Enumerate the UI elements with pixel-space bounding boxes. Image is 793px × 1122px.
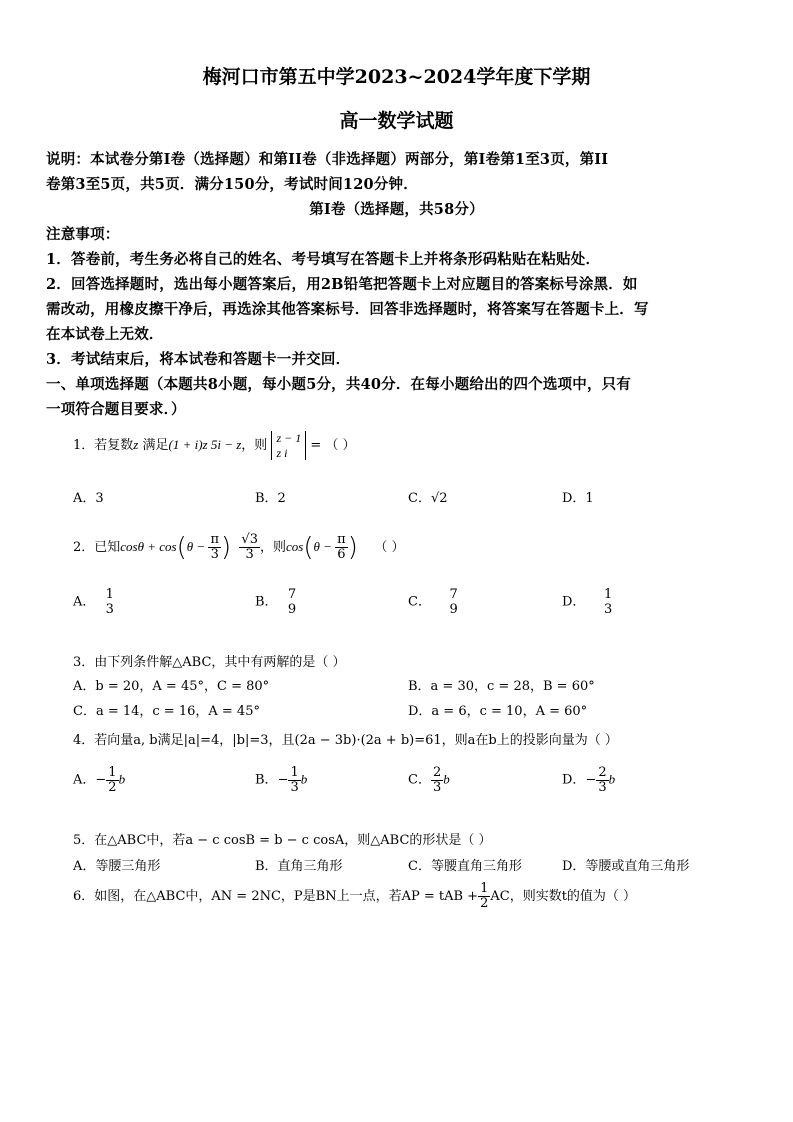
question-6-stem: 6．如图，在△ABC中，AN = 2NC，P是BN上一点，若AP = tAB + $\frac{1}{2}$ AC，则实数t的值为（ ） — [73, 881, 637, 911]
section-1-heading-a: 一、单项选择题（本题共8小题，每小题5分，共40分．在每小题给出的四个选项中，只有 — [46, 376, 632, 393]
q1-option-b: B．2 — [255, 491, 286, 506]
q2-option-d: D． $\frac{1}{3}$ — [562, 587, 613, 617]
notice-3: 3．考试结束后，将本试卷和答题卡一并交回． — [46, 351, 351, 368]
q5-option-a: A．等腰三角形 — [73, 859, 161, 874]
q5-option-b: B．直角三角形 — [255, 859, 343, 874]
q3-option-d: D．a = 6，c = 10，A = 60° — [408, 704, 588, 719]
question-2-stem: 2．已知cosθ + cos(θ − $\frac{\pi}{3}$ ) $\frac{√3}{3}$ ，则cos(θ − $\frac{\pi}{6}$ ) （ ） — [73, 532, 405, 563]
exam-title: 梅河口市第五中学2023~2024学年度下学期 — [202, 66, 591, 88]
q1-option-c: C．√2 — [408, 491, 448, 506]
q4-option-a: A．− $\frac{1}{2}$ b — [73, 765, 126, 795]
q5-option-d: D．等腰或直角三角形 — [562, 859, 690, 874]
intro-line-2: 卷第3至5页，共5页．满分150分，考试时间120分钟． — [46, 176, 418, 193]
notice-title: 注意事项： — [46, 226, 120, 243]
notice-2a: 2．回答选择题时，选出每小题答案后，用2B铅笔把答题卡上对应题目的答案标号涂黑．如 — [46, 276, 638, 293]
q4-option-d: D．− $\frac{2}{3}$ b — [562, 765, 616, 795]
question-3-stem: 3．由下列条件解△ABC，其中有两解的是（ ） — [73, 655, 346, 670]
intro-line-1: 说明：本试卷分第I卷（选择题）和第II卷（非选择题）两部分，第I卷第1至3页，第II — [46, 151, 609, 168]
q2-option-a: A． $\frac{1}{3}$ — [73, 587, 114, 617]
q2-option-c: C． $\frac{7}{9}$ — [408, 587, 458, 617]
notice-1: 1．答卷前，考生务必将自己的姓名、考号填写在答题卡上并将条形码粘贴在粘贴处． — [46, 251, 601, 268]
q2-option-b: B． $\frac{7}{9}$ — [255, 587, 297, 617]
q5-option-c: C．等腰直角三角形 — [408, 859, 522, 874]
question-5-stem: 5．在△ABC中，若a − c cosB = b − c cosA，则△ABC的形状是（ ） — [73, 833, 492, 848]
notice-2c: 在本试卷上无效． — [46, 326, 164, 343]
determinant: z − 1 z i — [271, 431, 306, 460]
section-1-heading-b: 一项符合题目要求．） — [46, 401, 186, 418]
q1-option-d: D．1 — [562, 491, 594, 506]
q3-option-c: C．a = 14，c = 16，A = 45° — [73, 704, 260, 719]
question-1-stem: 1．若复数z 满足(1 + i)z 5i − z，则 z − 1 z i = （ ） — [73, 431, 356, 460]
q4-option-c: C． $\frac{2}{3}$ b — [408, 765, 450, 795]
question-4-stem: 4．若向量a, b满足|a|=4，|b|=3，且(2a − 3b)·(2a + b)=61，则a在b上的投影向量为（ ） — [73, 733, 618, 748]
q4-option-b: B．− $\frac{1}{3}$ b — [255, 765, 308, 795]
exam-subtitle: 高一数学试题 — [339, 110, 454, 132]
notice-2b: 需改动，用橡皮擦干净后，再选涂其他答案标号．回答非选择题时，将答案写在答题卡上．写 — [46, 301, 649, 318]
part-title: 第I卷（选择题，共58分） — [309, 201, 484, 218]
q3-option-a: A．b = 20，A = 45°，C = 80° — [73, 679, 270, 694]
q3-option-b: B．a = 30，c = 28，B = 60° — [408, 679, 595, 694]
q1-option-a: A．3 — [73, 491, 104, 506]
